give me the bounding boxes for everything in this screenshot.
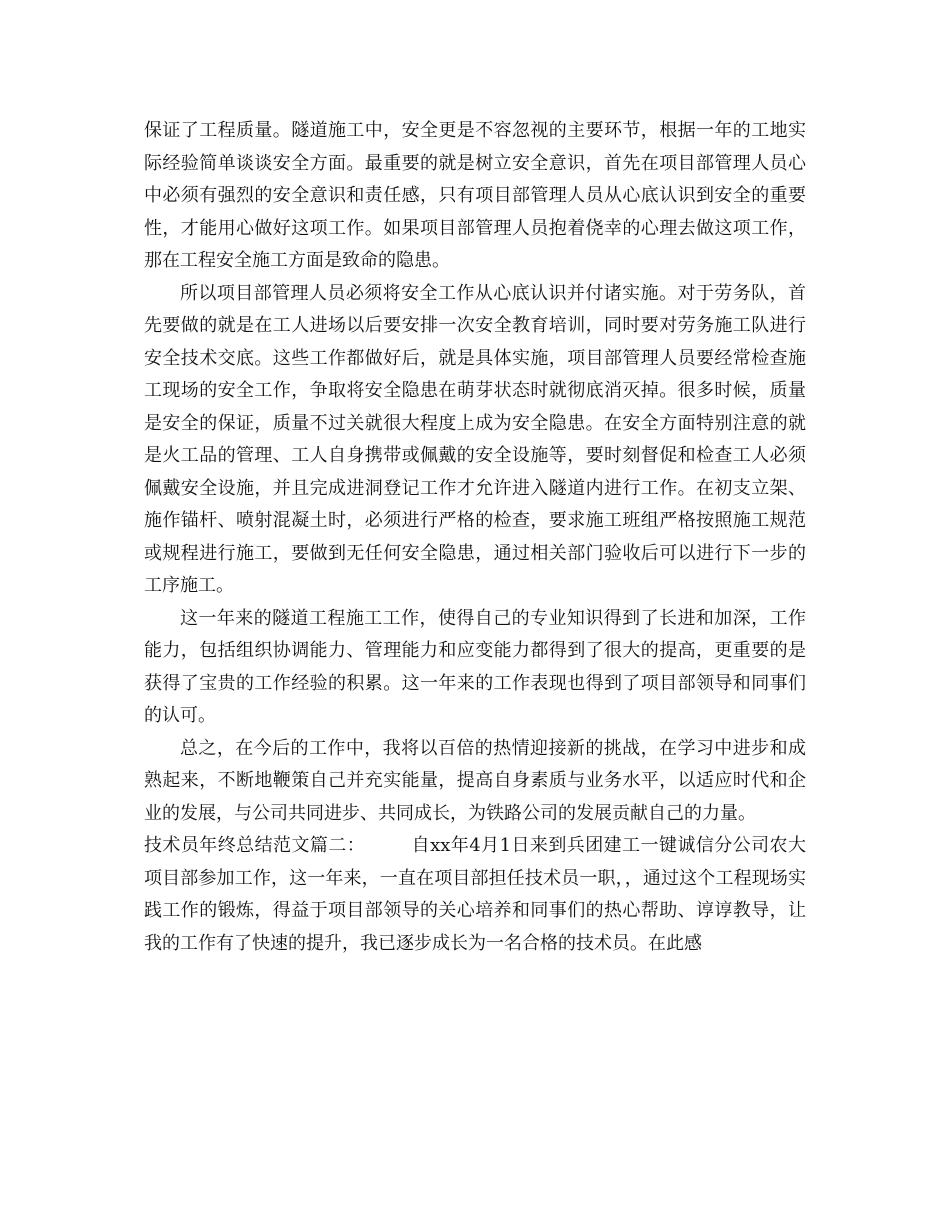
paragraph-3: 这一年来的隧道工程施工工作，使得自己的专业知识得到了长进和加深，工作能力，包括组织协调能力、管理能力和应变能力都得到了很大的提高，更重要的是获得了宝贵的工作经验的积累。这一年来的工作表现也得到了项目部领导和同事们的认可。 bbox=[144, 607, 806, 726]
section-heading: 技术员年终总结范文篇二： bbox=[144, 835, 366, 856]
paragraph-2: 所以项目部管理人员必须将安全工作从心底认识并付诸实施。对于劳务队，首先要做的就是在工人进场以后要安排一次安全教育培训，同时要对劳务施工队进行安全技术交底。这些工作都做好后，就是具体实施，项目部管理人员要经常检查施工现场的安全工作，争取将安全隐患在萌芽状态时就彻底消灭掉。很多时候，质量是安全的保证，质量不过关就很大程度上成为安全隐患。在安全方面特别注意的就是火工品的管理、工人自身携带或佩戴的安全设施等，要时刻督促和检查工人必须佩戴安全设施，并且完成进洞登记工作才允许进入隧道内进行工作。在初支立架、施作锚杆、喷射混凝土时，必须进行严格的检查，要求施工班组严格按照施工规范或规程进行施工，要做到无任何安全隐患，通过相关部门验收后可以进行下一步的工序施工。 bbox=[144, 282, 806, 596]
section-2 bbox=[144, 830, 806, 960]
section-body: 自xx年4月1日来到兵团建工一键诚信分公司农大项目部参加工作，这一年来，一直在项目部担任技术员一职，，通过这个工程现场实践工作的锻炼，得益于项目部领导的关心培养和同事们的热心帮助、谆谆教导，让我的工作有了快速的提升，我已逐步成长为一名合格的技术员。在此感 bbox=[144, 835, 806, 954]
paragraph-1: 保证了工程质量。隧道施工中，安全更是不容忽视的主要环节，根据一年的工地实际经验简单谈谈安全方面。最重要的就是树立安全意识，首先在项目部管理人员心中必须有强烈的安全意识和责任感，只有项目部管理人员从心底认识到安全的重要性，才能用心做好这项工作。如果项目部管理人员抱着侥幸的心理去做这项工作，那在工程安全施工方面是致命的隐患。 bbox=[144, 120, 806, 271]
paragraph-4: 总之，在今后的工作中，我将以百倍的热情迎接新的挑战，在学习中进步和成熟起来，不断地鞭策自己并充实能量，提高自身素质与业务水平，以适应时代和企业的发展，与公司共同进步、共同成长，为铁路公司的发展贡献自己的力量。 bbox=[144, 737, 806, 824]
document-page bbox=[144, 115, 806, 960]
